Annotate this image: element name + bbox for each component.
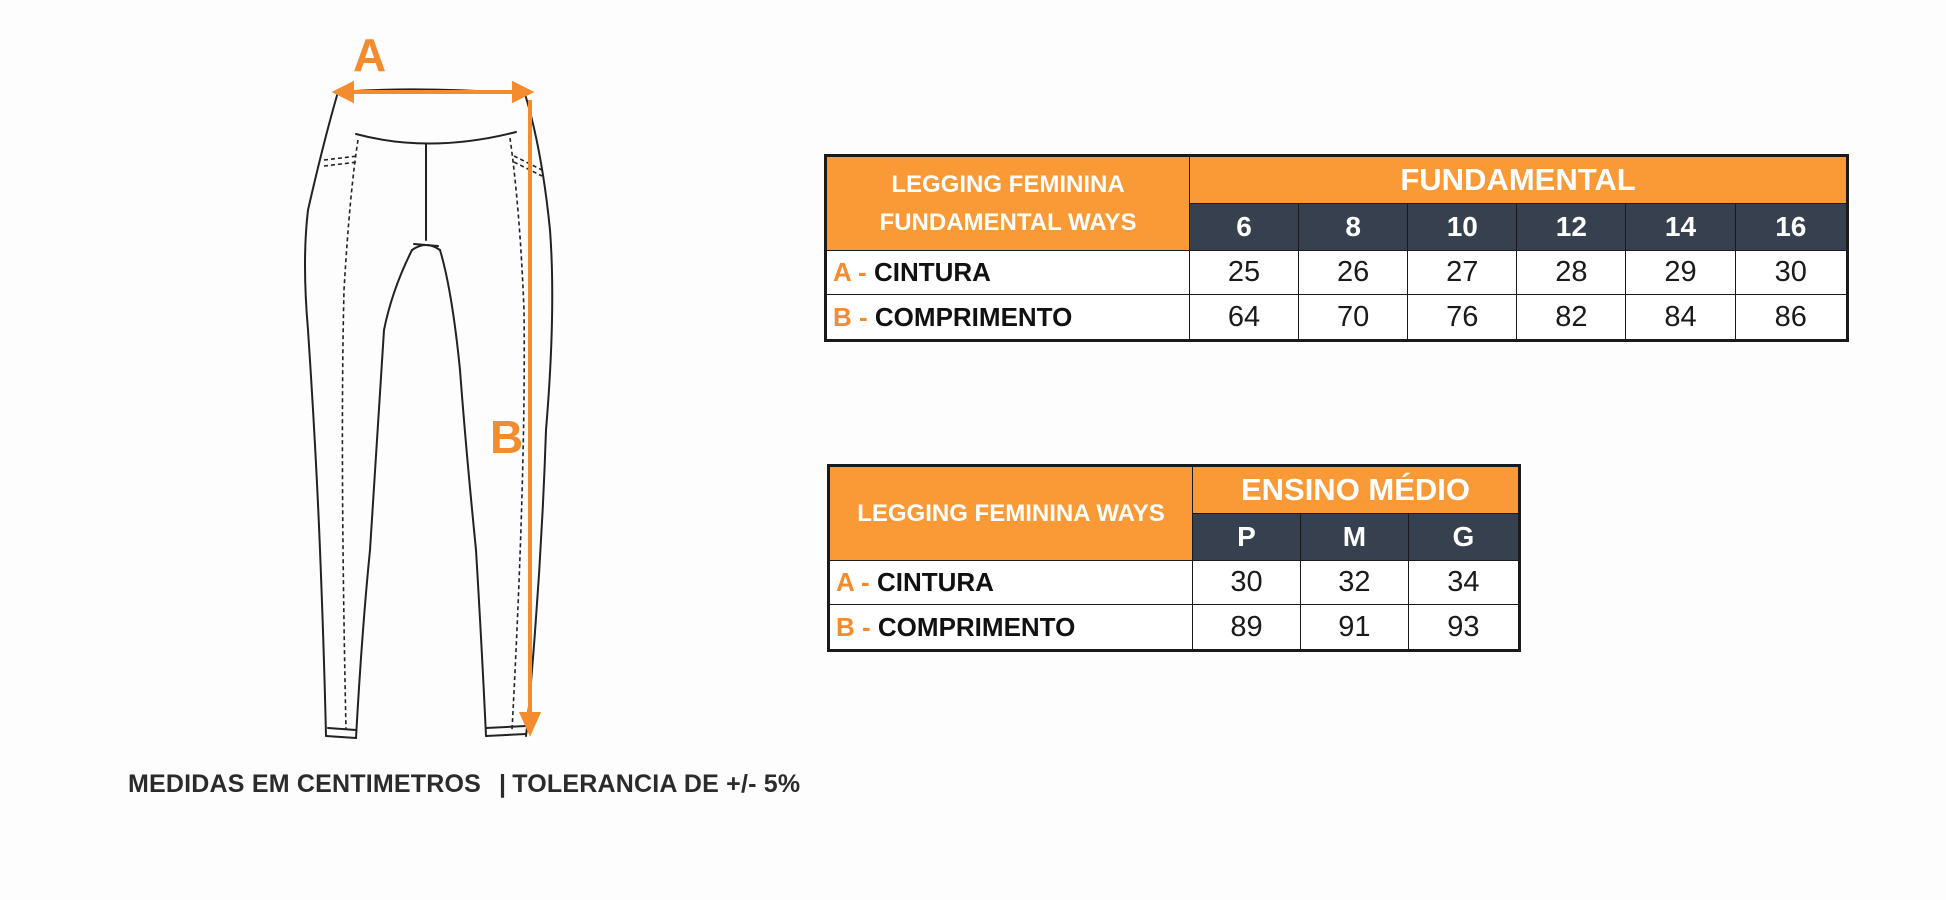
row-label-text: COMPRIMENTO: [877, 611, 1076, 642]
table-cell: 26: [1299, 251, 1408, 295]
row-label: [826, 295, 1190, 341]
table-cell: 82: [1517, 295, 1626, 341]
table-cell: 25: [1190, 251, 1299, 295]
size-table-fundamental: [824, 154, 1849, 342]
row-label: [829, 561, 1193, 605]
table-row: [829, 605, 1520, 651]
size-header: 14: [1626, 204, 1735, 251]
measure-label-a: A: [353, 29, 387, 81]
table-row: [826, 251, 1848, 295]
row-code: A -: [833, 257, 867, 287]
row-code: A -: [836, 567, 870, 597]
size-header: 8: [1299, 204, 1408, 251]
row-label: [826, 251, 1190, 295]
row-code: B -: [833, 301, 868, 332]
measurement-footnote: [128, 770, 800, 799]
measure-label-b: B: [490, 411, 524, 463]
size-header: 16: [1735, 204, 1847, 251]
product-name-cell: LEGGING FEMININA WAYS: [829, 466, 1193, 561]
legging-drawing: [280, 30, 580, 750]
table-row: [826, 295, 1848, 341]
size-header: 10: [1408, 204, 1517, 251]
product-name-line2: FUNDAMENTAL WAYS: [879, 208, 1137, 236]
table-cell: 84: [1626, 295, 1735, 341]
table-cell: 89: [1193, 605, 1301, 651]
product-name-cell: [826, 156, 1190, 251]
table-cell: 30: [1735, 251, 1847, 295]
table-cell: 93: [1408, 605, 1519, 651]
size-header: G: [1408, 514, 1519, 561]
table-cell: 76: [1408, 295, 1517, 341]
row-code: B -: [836, 611, 871, 642]
table-cell: 64: [1190, 295, 1299, 341]
table-cell: 30: [1193, 561, 1301, 605]
table-cell: 27: [1408, 251, 1517, 295]
table-cell: 28: [1517, 251, 1626, 295]
legging-outline-icon: [280, 30, 580, 750]
size-table-ensino-medio: [827, 464, 1521, 652]
row-label-text: COMPRIMENTO: [874, 301, 1073, 332]
table-cell: 32: [1300, 561, 1408, 605]
size-header: P: [1193, 514, 1301, 561]
row-label-text: CINTURA: [873, 257, 991, 287]
table-cell: 34: [1408, 561, 1519, 605]
row-label: [829, 605, 1193, 651]
units-note: MEDIDAS EM CENTIMETROS: [128, 770, 482, 798]
table-row: [829, 561, 1520, 605]
size-header: M: [1300, 514, 1408, 561]
table-cell: 70: [1299, 295, 1408, 341]
footnote-separator: |: [499, 770, 507, 798]
category-header: FUNDAMENTAL: [1190, 156, 1848, 204]
table-cell: 29: [1626, 251, 1735, 295]
category-header: ENSINO MÉDIO: [1193, 466, 1520, 514]
table-cell: 91: [1300, 605, 1408, 651]
table-cell: 86: [1735, 295, 1847, 341]
size-header: 6: [1190, 204, 1299, 251]
tolerance-note: TOLERANCIA DE +/- 5%: [512, 770, 801, 798]
product-name-line1: LEGGING FEMININA: [891, 170, 1125, 198]
size-header: 12: [1517, 204, 1626, 251]
row-label-text: CINTURA: [876, 567, 994, 597]
